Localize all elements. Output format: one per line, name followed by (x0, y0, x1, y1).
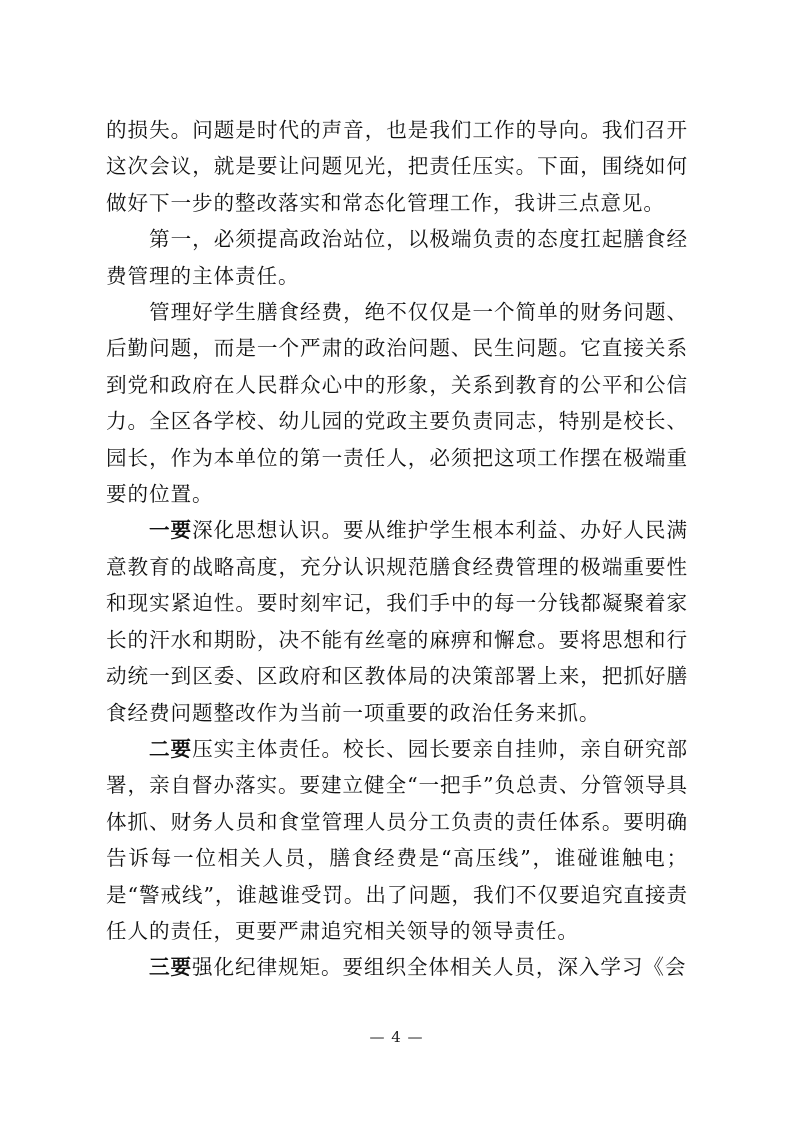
item-three-lead: 三要 (149, 955, 192, 980)
page-number: — 4 — (369, 1028, 424, 1046)
item-one-text: 深化思想认识。要从维护学生根本利益、办好人民满意教育的战略高度，充分认识规范膳食经费管理的极端重要性和现实紧迫性。要时刻牢记，我们手中的每一分钱都凝聚着家长的汗水和期盼，决不能有丝毫的麻痹和懈怠。要将思想和行动统一到区委、区政府和区教体局的决策部署上来，把抓好膳食经费问题整改作为当前一项重要的政治任务来抓。 (106, 518, 688, 725)
item-three-text: 强化纪律规矩。要组织全体相关人员，深入学习《会 (192, 955, 687, 980)
paragraph-item-three (106, 949, 688, 985)
paragraph-intro: 的损失。问题是时代的声音，也是我们工作的导向。我们召开这次会议，就是要让问题见光，把责任压实。下面，围绕如何做好下一步的整改落实和常态化管理工作，我讲三点意见。 (106, 118, 688, 215)
paragraph-item-one (106, 512, 688, 730)
heading-point-one: 第一，必须提高政治站位，以极端负责的态度扛起膳食经费管理的主体责任。 (106, 227, 688, 288)
item-one-lead: 一要 (149, 518, 193, 543)
item-two-text: 压实主体责任。校长、园长要亲自挂帅，亲自研究部署，亲自督办落实。要建立健全“一把手”负总责、分管领导具体抓、财务人员和食堂管理人员分工负责的责任体系。要明确告诉每一位相关人员，膳食经费是“高压线”，谁碰谁触电；是“警戒线”，谁越谁受罚。出了问题，我们不仅要追究直接责任人的责任，更要严肃追究相关领导的领导责任。 (106, 736, 688, 943)
item-two-lead: 二要 (149, 736, 193, 761)
document-page (106, 112, 688, 986)
paragraph-item-two (106, 731, 688, 949)
paragraph-point-one-body: 管理好学生膳食经费，绝不仅仅是一个简单的财务问题、后勤问题，而是一个严肃的政治问题、民生问题。它直接关系到党和政府在人民群众心中的形象，关系到教育的公平和公信力。全区各学校、幼儿园的党政主要负责同志，特别是校长、园长，作为本单位的第一责任人，必须把这项工作摆在极端重要的位置。 (106, 300, 688, 507)
